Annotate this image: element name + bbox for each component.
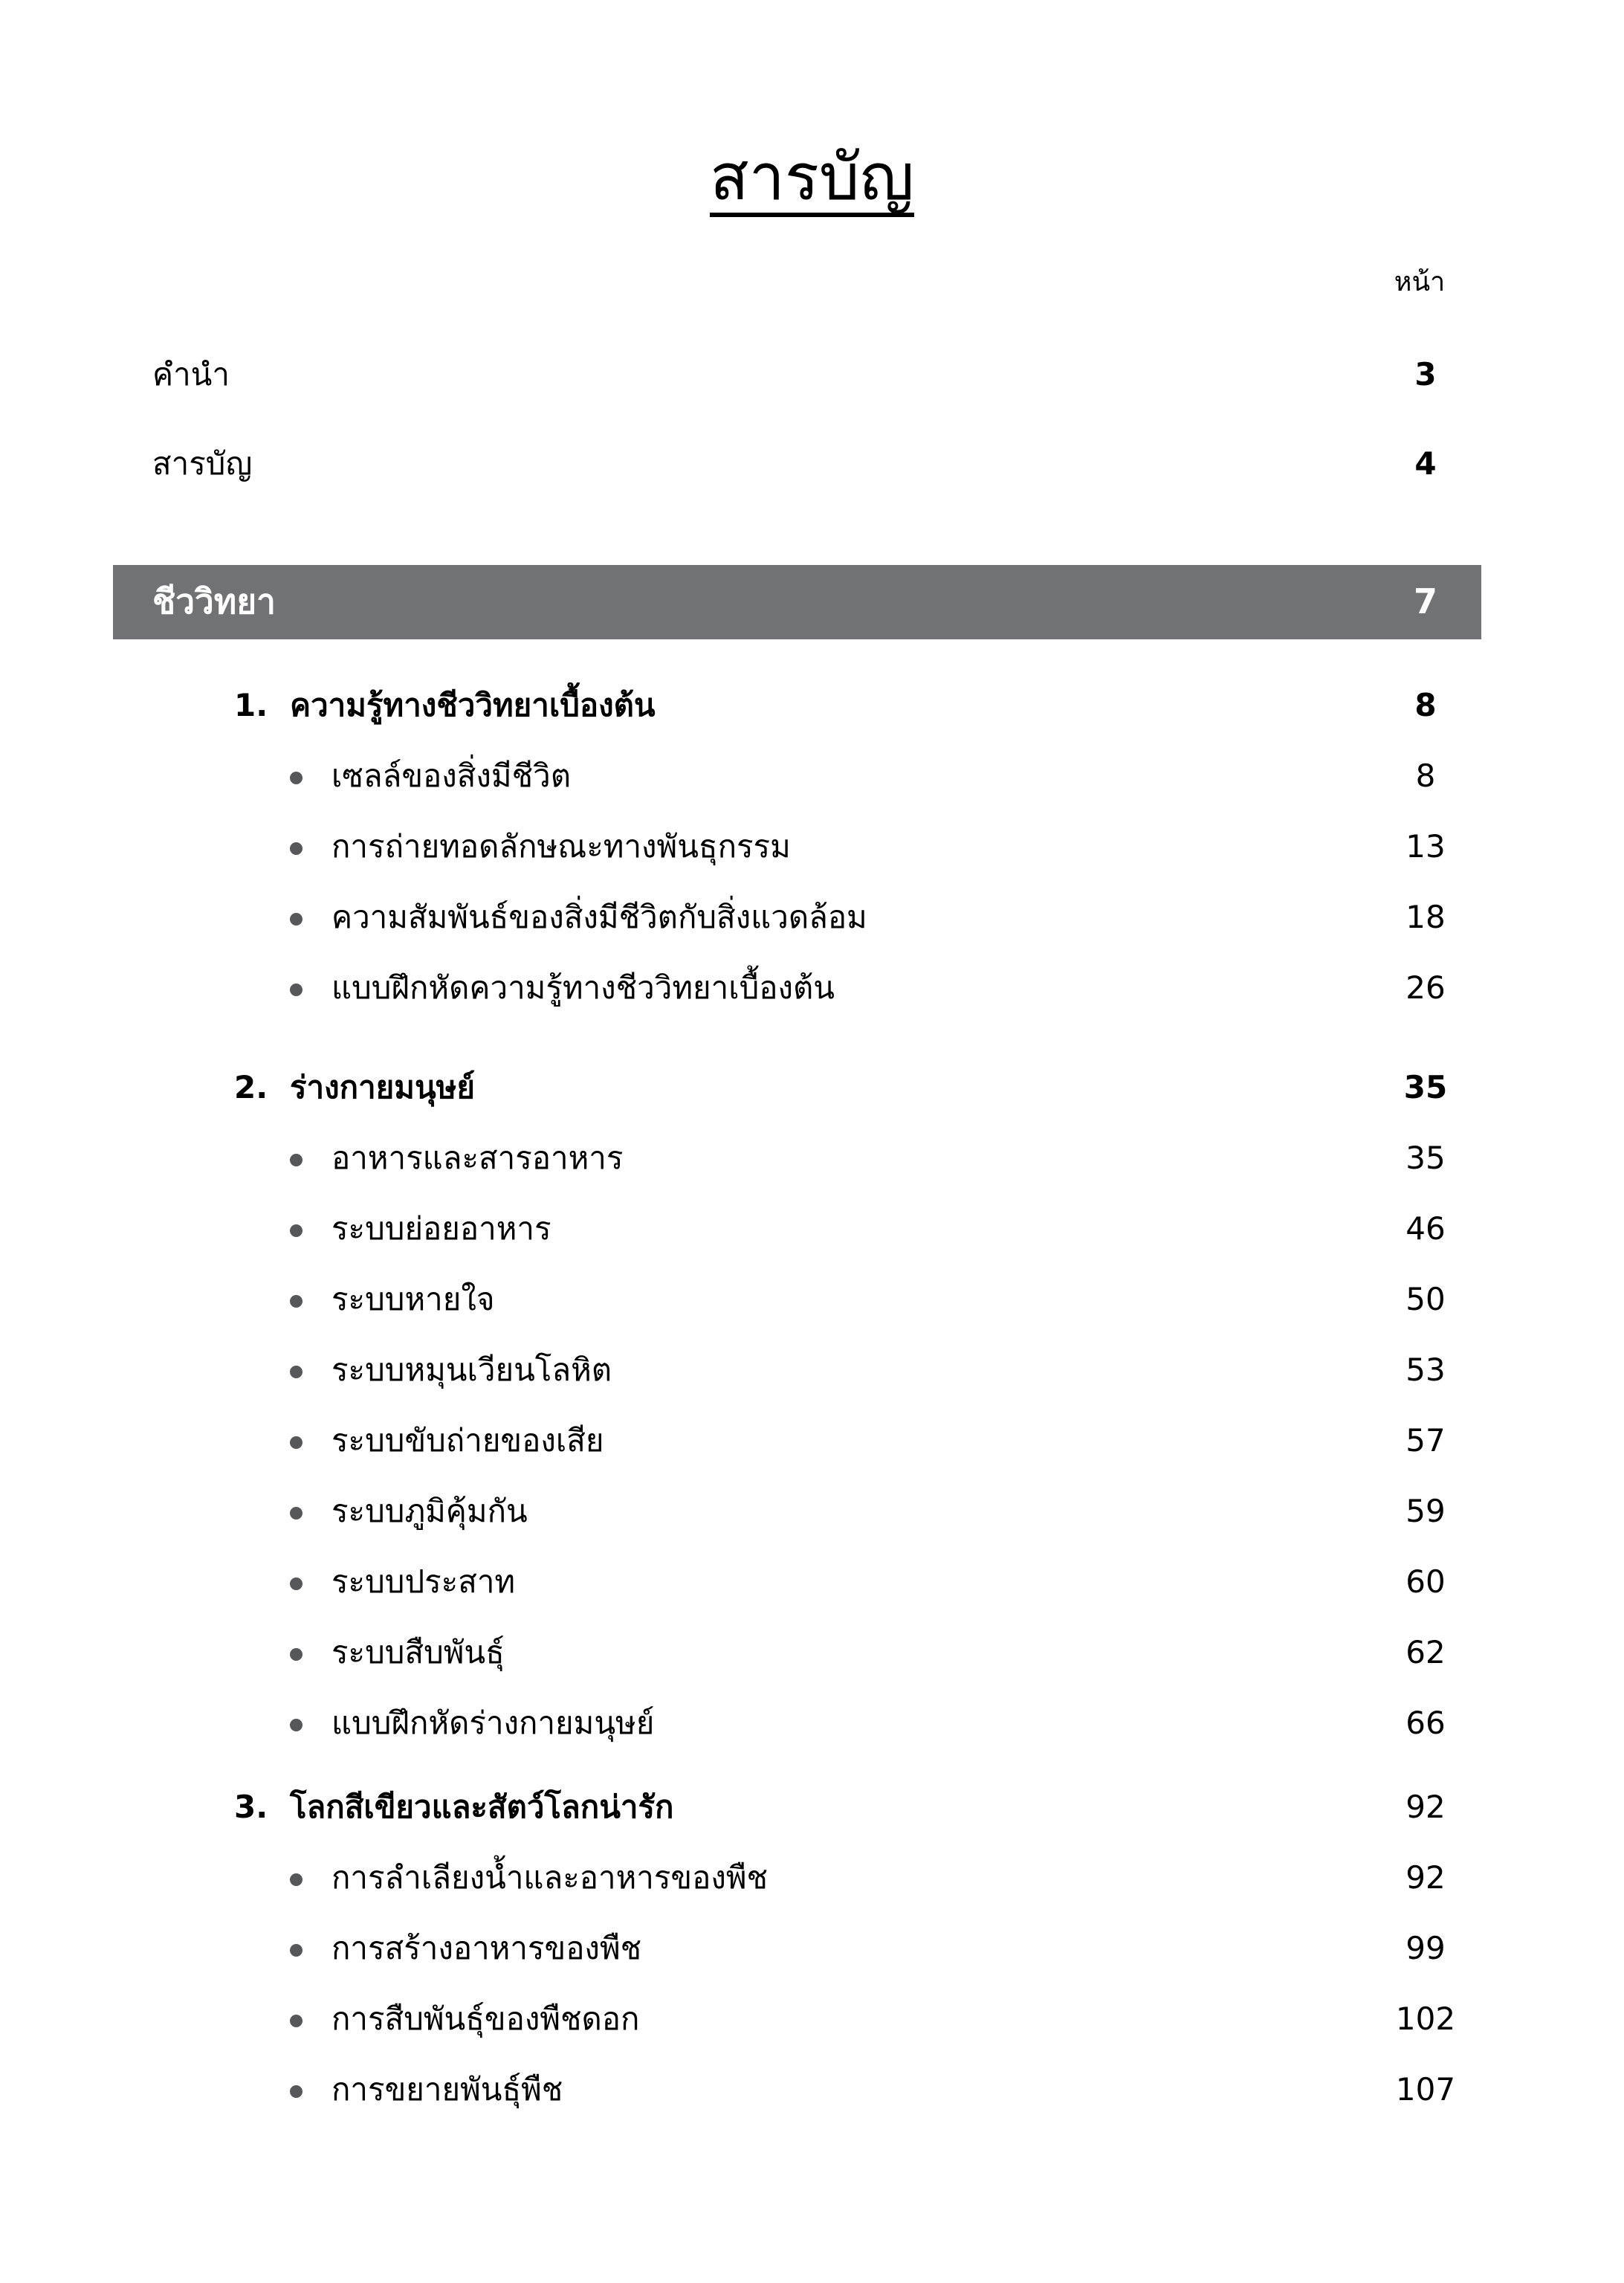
bullet-icon	[290, 900, 331, 934]
toc-chapter-row[interactable]	[113, 1784, 1481, 1830]
toc-item-row[interactable]	[113, 1996, 1481, 2042]
page-number: 18	[1405, 899, 1446, 936]
toc-entry-label	[113, 2073, 1370, 2106]
bullet-icon	[290, 1424, 331, 1457]
chapter-number: 1.	[234, 687, 268, 724]
chapter-number: 2.	[234, 1069, 268, 1106]
toc-entry-label	[113, 1494, 1370, 1528]
chapter-title: โลกสีเขียวและสัตว์โลกน่ารัก	[290, 1789, 674, 1826]
item-title: ระบบหายใจ	[331, 1281, 495, 1318]
toc-item-row[interactable]	[113, 1488, 1481, 1534]
page-number: 66	[1405, 1705, 1446, 1742]
toc-entry-label	[113, 688, 1370, 722]
chapter-title: ความรู้ทางชีววิทยาเบื้องต้น	[290, 687, 656, 724]
toc-item-row[interactable]	[113, 1559, 1481, 1605]
toc-entry-label	[113, 1141, 1370, 1175]
page-number: 35	[1403, 1069, 1448, 1106]
bullet-icon	[290, 1635, 331, 1669]
toc-item-row[interactable]	[113, 1925, 1481, 1972]
toc-chapter-row[interactable]	[113, 682, 1481, 729]
item-title: ระบบประสาท	[331, 1563, 516, 1601]
item-title: แบบฝึกหัดความรู้ทางชีววิทยาเบื้องต้น	[331, 969, 835, 1007]
toc-entry-label	[113, 900, 1370, 934]
front-matter-title: คำนำ	[152, 356, 230, 393]
page-number: 35	[1405, 1140, 1446, 1177]
page-number: 107	[1395, 2071, 1456, 2108]
bullet-icon	[290, 759, 331, 792]
bullet-icon	[290, 2002, 331, 2035]
page-number: 7	[1413, 581, 1437, 622]
toc-item-row[interactable]	[113, 894, 1481, 940]
toc-entry-label	[113, 1861, 1370, 1894]
page-title: สารบัญ	[710, 146, 914, 217]
toc-item-row[interactable]	[113, 1135, 1481, 1181]
toc-chapter-row[interactable]	[113, 1065, 1481, 1111]
page-number: 59	[1405, 1493, 1446, 1530]
toc-entry-label	[113, 1563, 1370, 1601]
toc-entry-label	[113, 1706, 1370, 1740]
bullet-icon	[290, 1141, 331, 1175]
toc-item-row[interactable]	[113, 1347, 1481, 1393]
item-title: แบบฝึกหัดร่างกายมนุษย์	[331, 1705, 655, 1742]
page-number: 92	[1405, 1789, 1446, 1826]
item-title: อาหารและสารอาหาร	[331, 1140, 624, 1177]
toc-item-row[interactable]	[113, 753, 1481, 799]
toc-item-row[interactable]	[113, 1855, 1481, 1901]
toc-entry-label	[113, 969, 1370, 1007]
toc-item-row[interactable]	[113, 1700, 1481, 1746]
toc-entry-label	[113, 1071, 1370, 1104]
item-title: ระบบย่อยอาหาร	[331, 1210, 551, 1247]
page-number-column-header: หน้า	[1394, 267, 1446, 297]
toc-front-matter-row[interactable]	[113, 441, 1481, 487]
front-matter-title: สารบัญ	[152, 445, 253, 482]
toc-item-row[interactable]	[113, 965, 1481, 1011]
page-number: 57	[1405, 1422, 1446, 1459]
toc-entry-label	[113, 830, 1370, 863]
item-title: การลำเลียงน้ำและอาหารของพืช	[331, 1859, 769, 1896]
bullet-icon	[290, 1212, 331, 1245]
item-title: เซลล์ของสิ่งมีชีวิต	[331, 758, 571, 795]
toc-entry-label	[113, 1635, 1370, 1669]
item-title: ระบบสืบพันธุ์	[331, 1634, 505, 1671]
bullet-icon	[290, 1931, 331, 1965]
chapter-number: 3.	[234, 1789, 268, 1826]
item-title: ระบบขับถ่ายของเสีย	[331, 1422, 604, 1459]
toc-entry-label	[113, 758, 1370, 795]
bullet-icon	[290, 1353, 331, 1386]
bullet-icon	[290, 2073, 331, 2106]
page-number: 26	[1405, 969, 1446, 1007]
toc-entry-label	[113, 1424, 1370, 1457]
page-number: 3	[1414, 356, 1437, 393]
page-number: 4	[1414, 445, 1437, 482]
item-title: การถ่ายทอดลักษณะทางพันธุกรรม	[331, 828, 791, 865]
toc-item-row[interactable]	[113, 1418, 1481, 1464]
toc-entry-label	[113, 1931, 1370, 1965]
page-number: 102	[1395, 2001, 1456, 2038]
page-number: 53	[1405, 1352, 1446, 1389]
item-title: ระบบภูมิคุ้มกัน	[331, 1493, 528, 1530]
toc-entry-label	[113, 447, 1370, 480]
toc-entry-label	[113, 1282, 1370, 1316]
page-number: 46	[1405, 1210, 1446, 1247]
page-number: 8	[1415, 758, 1436, 795]
page-number: 8	[1414, 687, 1437, 724]
item-title: ความสัมพันธ์ของสิ่งมีชีวิตกับสิ่งแวดล้อม	[331, 899, 867, 936]
toc-section-band[interactable]	[113, 565, 1481, 639]
page-number: 92	[1405, 1859, 1446, 1896]
item-title: การสืบพันธุ์ของพืชดอก	[331, 2001, 640, 2038]
bullet-icon	[290, 1706, 331, 1740]
item-title: การขยายพันธุ์พืช	[331, 2071, 563, 2108]
bullet-icon	[290, 1861, 331, 1894]
item-title: การสร้างอาหารของพืช	[331, 1930, 642, 1967]
toc-entry-label	[113, 1790, 1370, 1824]
bullet-icon	[290, 971, 331, 1004]
page-number: 99	[1405, 1930, 1446, 1967]
bullet-icon	[290, 1494, 331, 1528]
toc-item-row[interactable]	[113, 2067, 1481, 2113]
chapter-title: ร่างกายมนุษย์	[290, 1069, 475, 1106]
bullet-icon	[290, 1282, 331, 1316]
page-number: 62	[1405, 1634, 1446, 1671]
section-title: ชีววิทยา	[152, 581, 276, 622]
toc-item-row[interactable]	[113, 1276, 1481, 1323]
page-number: 60	[1405, 1563, 1446, 1601]
toc-entry-label	[113, 2001, 1370, 2038]
page-number: 50	[1405, 1281, 1446, 1318]
toc-front-matter-row[interactable]	[113, 352, 1481, 398]
toc-item-row[interactable]	[113, 1630, 1481, 1676]
toc-entry-label	[113, 358, 1370, 391]
toc-item-row[interactable]	[113, 824, 1481, 870]
toc-entry-label	[113, 1352, 1370, 1389]
item-title: ระบบหมุนเวียนโลหิต	[331, 1352, 612, 1389]
toc-item-row[interactable]	[113, 1206, 1481, 1252]
bullet-icon	[290, 1565, 331, 1598]
bullet-icon	[290, 830, 331, 863]
page-title-container	[0, 141, 1624, 217]
toc-entry-label	[113, 581, 1370, 622]
toc-entry-label	[113, 1212, 1370, 1245]
page-number: 13	[1405, 828, 1446, 865]
